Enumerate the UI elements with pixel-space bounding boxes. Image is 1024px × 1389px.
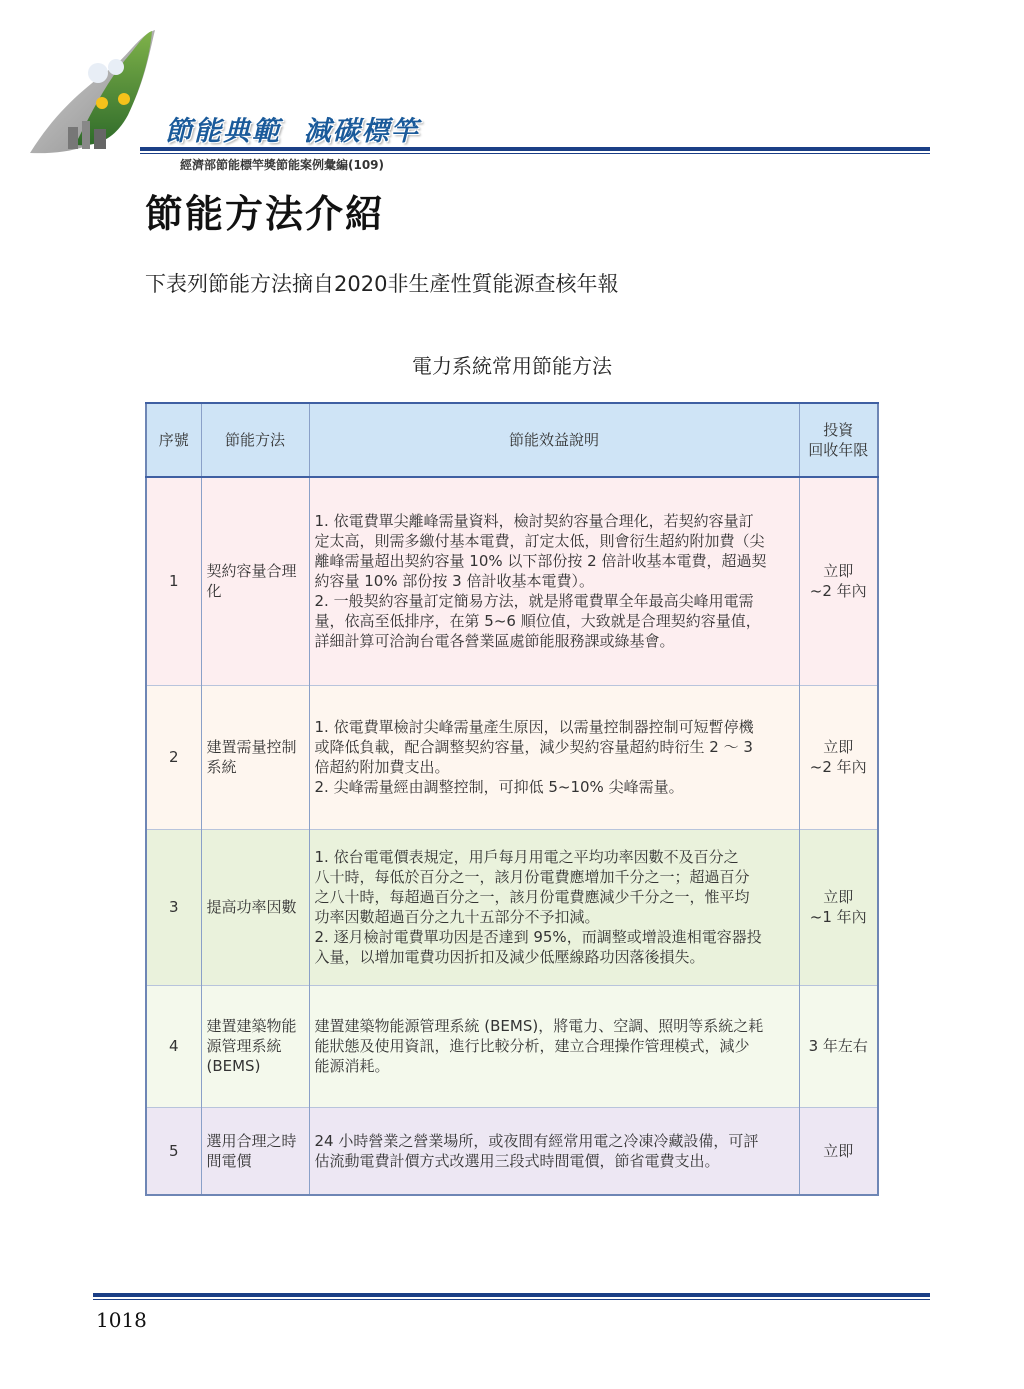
table-caption: 電力系統常用節能方法 [412,354,612,378]
benefit-line: 離峰需量超出契約容量 10% 以下部份按 2 倍計收基本電費，超過契 [314,552,767,571]
row-method: 選用合理之時間電價 [201,1107,309,1195]
row-benefit-description [309,685,799,829]
table-row [146,477,878,685]
payback-line1: 立即 [823,562,854,581]
row-payback [799,985,878,1107]
benefit-line: 之八十時，每超過百分之一，該月份電費應減少千分之一，惟平均 [314,888,750,906]
row-payback [799,477,878,685]
benefit-line: 2. 逐月檢討電費單功因是否達到 95%，而調整或增設進相電容器投 [314,928,762,946]
row-benefit-description [309,477,799,685]
benefit-line: 能狀態及使用資訊，進行比較分析，建立合理操作管理模式，減少 [314,1037,750,1055]
table-row [146,1107,878,1195]
row-benefit-description [309,829,799,985]
energy-saving-methods-table [145,402,879,1196]
payback-line2: ~2 年內 [809,582,867,601]
logo-subtitle: 經濟部節能標竿獎節能案例彙編(109) [180,158,385,172]
header-rule [140,147,930,151]
benefit-line: 2. 一般契約容量訂定簡易方法，就是將電費單全年最高尖峰用電需 [314,592,754,611]
table-row [146,685,878,829]
benefit-line: 估流動電費計價方式改選用三段式時間電價，節省電費支出。 [314,1151,720,1170]
row-number: 4 [146,985,201,1107]
benefit-line: 量，依高至低排序，在第 5~6 順位值，大致就是合理契約容量值， [314,612,761,631]
row-benefit-description [309,985,799,1107]
header-no: 序號 [146,403,201,477]
benefit-line: 1. 依台電電價表規定，用戶每月用電之平均功率因數不及百分之 [314,848,739,866]
header-payback [799,403,878,477]
benefit-line: 2. 尖峰需量經由調整控制，可抑低 5~10% 尖峰需量。 [314,778,684,796]
payback-line2: ~2 年內 [809,758,867,776]
row-payback [799,829,878,985]
footer-rule-thin [93,1299,930,1300]
logo-title: 節能典範 減碳標竿 [165,116,420,147]
row-number: 2 [146,685,201,829]
row-number: 5 [146,1107,201,1195]
table-header-row [146,403,878,477]
intro-text: 下表列節能方法摘自2020非生產性質能源查核年報 [145,272,619,296]
row-number: 1 [146,477,201,685]
benefit-line: 1. 依電費單尖離峰需量資料，檢討契約容量合理化，若契約容量訂 [314,512,754,531]
benefit-line: 入量，以增加電費功因折扣及減少低壓線路功因落後損失。 [314,948,705,966]
benefit-line: 建置建築物能源管理系統 (BEMS)，將電力、空調、照明等系統之耗 [314,1017,764,1035]
table-row [146,985,878,1107]
row-method: 建置需量控制系統 [201,685,309,829]
benefit-line: 24 小時營業之營業場所，或夜間有經常用電之冷凍冷藏設備，可評 [314,1131,759,1150]
header-method: 節能方法 [201,403,309,477]
row-method: 提高功率因數 [201,829,309,985]
benefit-line: 功率因數超過百分之九十五部分不予扣減。 [314,908,600,926]
payback-line1: 3 年左右 [808,1037,868,1055]
header-payback-line2: 回收年限 [808,441,869,459]
footer-rule [93,1293,930,1297]
page-title: 節能方法介紹 [145,191,386,236]
header-payback-line1: 投資 [823,421,854,439]
benefit-line: 八十時，每低於百分之一，該月份電費應增加千分之一；超過百分 [314,868,750,886]
header-logo [20,25,420,172]
row-method: 建置建築物能源管理系統(BEMS) [201,985,309,1107]
header-rule-thin [140,153,930,154]
row-method: 契約容量合理化 [201,477,309,685]
benefit-line: 倍超約附加費支出。 [314,758,450,776]
row-benefit-description [309,1107,799,1195]
benefit-line: 約容量 10% 部份按 3 倍計收基本電費）。 [314,572,594,591]
benefit-line: 定太高，則需多繳付基本電費，訂定太低，則會衍生超約附加費（尖 [314,532,765,551]
benefit-line: 詳細計算可洽詢台電各營業區處節能服務課或綠基會。 [314,632,675,651]
row-payback [799,1107,878,1195]
table-row [146,829,878,985]
payback-line2: ~1 年內 [809,908,867,926]
payback-line1: 立即 [823,888,854,906]
payback-line1: 立即 [823,1141,854,1160]
benefit-line: 能源消耗。 [314,1057,390,1075]
page-number: 1018 [96,1308,147,1332]
row-payback [799,685,878,829]
benefit-line: 1. 依電費單檢討尖峰需量產生原因，以需量控制器控制可短暫停機 [314,718,754,736]
benefit-line: 或降低負載，配合調整契約容量，減少契約容量超約時衍生 2 ～ 3 [314,738,753,756]
payback-line1: 立即 [823,738,854,756]
header-benefit: 節能效益說明 [309,403,799,477]
row-number: 3 [146,829,201,985]
